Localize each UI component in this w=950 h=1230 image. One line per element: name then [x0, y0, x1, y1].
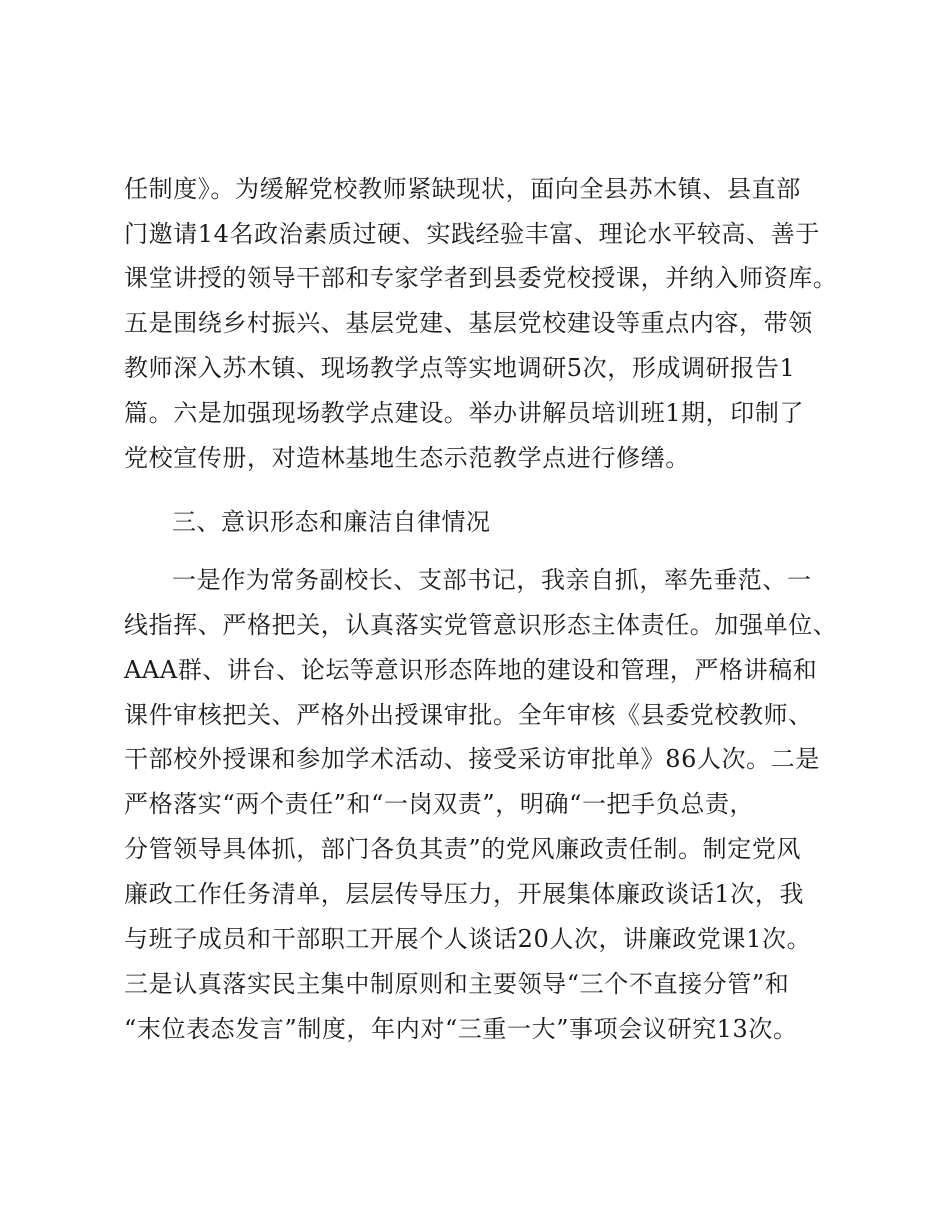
- paragraph-line: 门邀请14名政治素质过硬、实践经验丰富、理论水平较高、善于: [124, 220, 820, 248]
- paragraph-line: 一是作为常务副校长、支部书记，我亲自抓，率先垂范、一: [172, 566, 812, 594]
- paragraph-line: 五是围绕乡村振兴、基层党建、基层党校建设等重点内容，带领: [124, 309, 813, 337]
- paragraph-line: 三是认真落实民主集中制原则和主要领导“三个不直接分管”和: [124, 970, 790, 998]
- paragraph-line: 干部校外授课和参加学术活动、接受采访审批单》86人次。二是: [124, 745, 820, 773]
- paragraph-line: 廉政工作任务清单，层层传导压力，开展集体廉政谈话1次，我: [124, 880, 805, 908]
- paragraph-line: 党校宣传册，对造林基地生态示范教学点进行修缮。: [124, 444, 690, 472]
- paragraph-line: 篇。六是加强现场教学点建设。举办讲解员培训班1期，印制了: [124, 399, 805, 427]
- paragraph-line: “末位表态发言”制度，年内对“三重一大”事项会议研究13次。: [124, 1015, 798, 1043]
- paragraph-line: 课堂讲授的领导干部和专家学者到县委党校授课，并纳入师资库。: [124, 264, 838, 292]
- section-heading: 三、意识形态和廉洁自律情况: [172, 508, 491, 536]
- paragraph-line: 任制度》。为缓解党校教师紧缺现状，面向全县苏木镇、县直部: [124, 175, 801, 203]
- paragraph-line: 线指挥、严格把关，认真落实党管意识形态主体责任。加强单位、: [124, 611, 838, 639]
- paragraph-line: 分管领导具体抓，部门各负其责”的党风廉政责任制。制定党风: [124, 835, 802, 863]
- paragraph-line: 教师深入苏木镇、现场教学点等实地调研5次，形成调研报告1: [124, 354, 796, 382]
- paragraph-line: 课件审核把关、严格外出授课审批。全年审核《县委党校教师、: [124, 701, 813, 729]
- paragraph-line: 严格落实“两个责任”和“一岗双责”，明确“一把手负总责，: [124, 790, 755, 818]
- paragraph-line: 与班子成员和干部职工开展个人谈话20人次，讲廉政党课1次。: [124, 925, 812, 953]
- paragraph-line: AAA群、讲台、论坛等意识形态阵地的建设和管理，严格讲稿和: [124, 656, 818, 684]
